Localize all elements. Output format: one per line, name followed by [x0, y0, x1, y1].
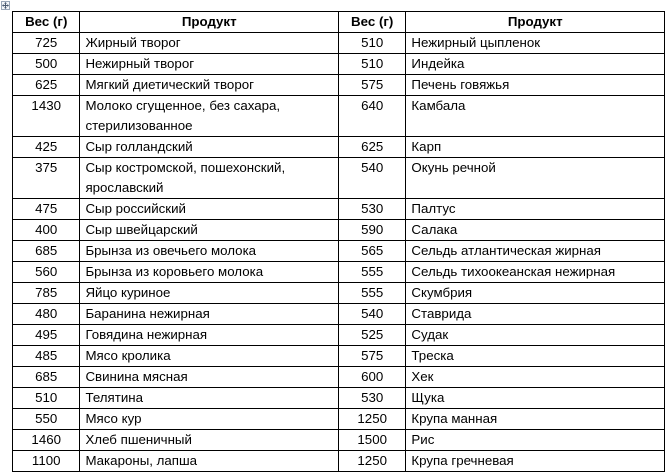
- weight-cell: 590: [338, 220, 405, 241]
- weight-cell: 575: [338, 75, 405, 96]
- table-row: [13, 262, 665, 283]
- table-move-handle-icon[interactable]: [1, 1, 10, 10]
- product-cell: Сельдь атлантическая жирная: [406, 241, 665, 262]
- product-cell: Крупа гречневая: [406, 451, 665, 472]
- product-cell: Нежирный творог: [80, 54, 339, 75]
- table-row: [13, 430, 665, 451]
- product-cell: Макароны, лапша: [80, 451, 339, 472]
- product-cell: Скумбрия: [406, 283, 665, 304]
- product-cell: Сыр российский: [80, 199, 339, 220]
- product-cell: Печень говяжья: [406, 75, 665, 96]
- weight-cell: 485: [13, 346, 80, 367]
- product-cell: Брынза из овечьего молока: [80, 241, 339, 262]
- product-cell: Нежирный цыпленок: [406, 33, 665, 54]
- weight-cell: 1250: [338, 451, 405, 472]
- weight-cell: 1100: [13, 451, 80, 472]
- header-weight-2: Вес (г): [338, 12, 405, 33]
- weight-cell: 540: [338, 158, 405, 199]
- weight-cell: 565: [338, 241, 405, 262]
- weight-cell: 600: [338, 367, 405, 388]
- weight-cell: 525: [338, 325, 405, 346]
- table-row: [13, 158, 665, 199]
- weight-cell: 1430: [13, 96, 80, 137]
- weight-cell: 425: [13, 137, 80, 158]
- weight-cell: 560: [13, 262, 80, 283]
- header-weight-1: Вес (г): [13, 12, 80, 33]
- product-cell: Рис: [406, 430, 665, 451]
- product-cell: Брынза из коровьего молока: [80, 262, 339, 283]
- product-cell: Сыр швейцарский: [80, 220, 339, 241]
- product-cell: Свинина мясная: [80, 367, 339, 388]
- header-row: [13, 12, 665, 33]
- product-cell: Палтус: [406, 199, 665, 220]
- table-row: [13, 137, 665, 158]
- product-cell: Говядина нежирная: [80, 325, 339, 346]
- product-cell: Салака: [406, 220, 665, 241]
- weight-cell: 480: [13, 304, 80, 325]
- weight-cell: 540: [338, 304, 405, 325]
- product-cell: Сельдь тихоокеанская нежирная: [406, 262, 665, 283]
- weight-cell: 685: [13, 241, 80, 262]
- weight-cell: 510: [338, 33, 405, 54]
- weight-cell: 550: [13, 409, 80, 430]
- product-cell: Хек: [406, 367, 665, 388]
- weight-cell: 530: [338, 199, 405, 220]
- food-weight-table: [12, 11, 665, 472]
- product-cell: Мясо кур: [80, 409, 339, 430]
- weight-cell: 785: [13, 283, 80, 304]
- product-cell: Мягкий диетический творог: [80, 75, 339, 96]
- table-row: [13, 304, 665, 325]
- table-row: [13, 96, 665, 137]
- weight-cell: 475: [13, 199, 80, 220]
- product-cell: Хлеб пшеничный: [80, 430, 339, 451]
- weight-cell: 555: [338, 262, 405, 283]
- weight-cell: 685: [13, 367, 80, 388]
- product-cell: Камбала: [406, 96, 665, 137]
- table-row: [13, 367, 665, 388]
- table-row: [13, 33, 665, 54]
- weight-cell: 510: [13, 388, 80, 409]
- product-cell: Сыр костромской, пошехонский, ярославский: [80, 158, 339, 199]
- header-product-2: Продукт: [406, 12, 665, 33]
- weight-cell: 625: [338, 137, 405, 158]
- table-row: [13, 388, 665, 409]
- weight-cell: 725: [13, 33, 80, 54]
- product-cell: Молоко сгущенное, без сахара, стерилизованное: [80, 96, 339, 137]
- product-cell: Окунь речной: [406, 158, 665, 199]
- header-product-1: Продукт: [80, 12, 339, 33]
- table-row: [13, 199, 665, 220]
- table-row: [13, 409, 665, 430]
- product-cell: Телятина: [80, 388, 339, 409]
- table-row: [13, 241, 665, 262]
- table-row: [13, 346, 665, 367]
- table-row: [13, 283, 665, 304]
- weight-cell: 510: [338, 54, 405, 75]
- product-cell: Карп: [406, 137, 665, 158]
- product-cell: Щука: [406, 388, 665, 409]
- product-cell: Крупа манная: [406, 409, 665, 430]
- table-row: [13, 54, 665, 75]
- weight-cell: 1250: [338, 409, 405, 430]
- weight-cell: 575: [338, 346, 405, 367]
- product-cell: Ставрида: [406, 304, 665, 325]
- product-cell: Жирный творог: [80, 33, 339, 54]
- weight-cell: 1460: [13, 430, 80, 451]
- product-cell: Индейка: [406, 54, 665, 75]
- weight-cell: 375: [13, 158, 80, 199]
- product-cell: Сыр голландский: [80, 137, 339, 158]
- weight-cell: 625: [13, 75, 80, 96]
- table-row: [13, 451, 665, 472]
- table-row: [13, 220, 665, 241]
- weight-cell: 1500: [338, 430, 405, 451]
- weight-cell: 400: [13, 220, 80, 241]
- product-cell: Яйцо куриное: [80, 283, 339, 304]
- table-row: [13, 325, 665, 346]
- table-row: [13, 75, 665, 96]
- weight-cell: 640: [338, 96, 405, 137]
- weight-cell: 530: [338, 388, 405, 409]
- weight-cell: 500: [13, 54, 80, 75]
- product-cell: Мясо кролика: [80, 346, 339, 367]
- weight-cell: 495: [13, 325, 80, 346]
- product-cell: Судак: [406, 325, 665, 346]
- product-cell: Баранина нежирная: [80, 304, 339, 325]
- product-cell: Треска: [406, 346, 665, 367]
- weight-cell: 555: [338, 283, 405, 304]
- move-arrows-icon: [2, 2, 9, 9]
